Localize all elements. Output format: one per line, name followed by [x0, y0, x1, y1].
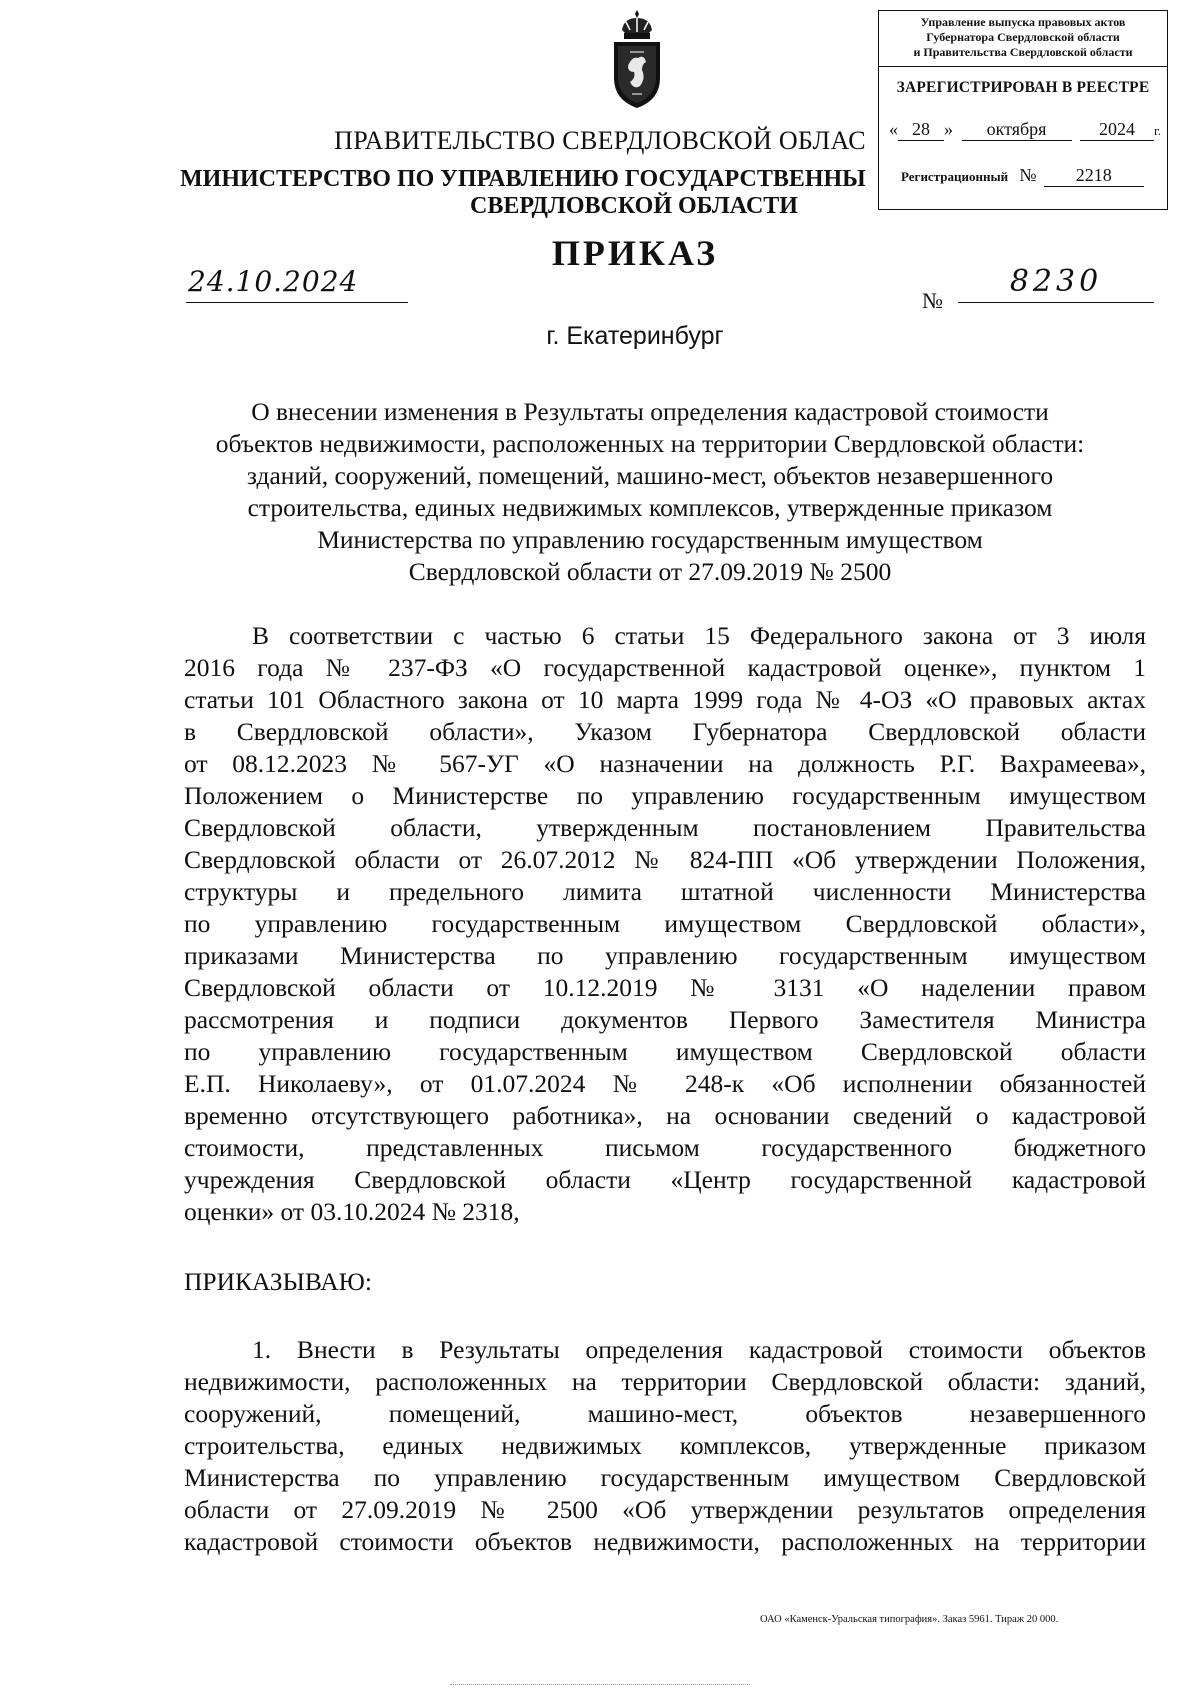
ministry-heading-line2: СВЕРДЛОВСКОЙ ОБЛАСТИ [470, 193, 798, 219]
item-1-paragraph [184, 1334, 1146, 1558]
paragraph-line: сооружений, помещений, машино-мест, объектов незавершенного [184, 1399, 1146, 1428]
basis-paragraph [184, 620, 1146, 1228]
title-line: строительства, единых недвижимых комплексов, утвержденные приказом [247, 493, 1053, 522]
stamp-header-line: и Правительства Свердловской области [913, 45, 1133, 59]
paragraph-line: Свердловской области от 10.12.2019 № 3131 «О наделении правом [184, 973, 1146, 1002]
stamp-header [879, 11, 1167, 67]
paragraph-line: 1. Внести в Результаты определения кадастровой стоимости объектов [252, 1335, 1146, 1364]
paragraph-line: недвижимости, расположенных на территории Свердловской области: зданий, [184, 1367, 1146, 1396]
order-number-handwritten: 8230 [958, 262, 1154, 303]
paragraph-line: 2016 года № 237-ФЗ «О государственной кадастровой оценке», пунктом 1 [184, 653, 1146, 682]
paragraph-line: Министерства по управлению государственным имуществом Свердловской [184, 1463, 1146, 1492]
paragraph-line: Е.П. Николаеву», от 01.07.2024 № 248-к «Об исполнении обязанностей [184, 1069, 1146, 1098]
paragraph-line: рассмотрения и подписи документов Первого Заместителя Министра [184, 1005, 1146, 1034]
scan-dots-divider [450, 1684, 750, 1689]
paragraph-line: временно отсутствующего работника», на основании сведений о кадастровой [184, 1101, 1146, 1130]
paragraph-line: Свердловской области, утвержденным постановлением Правительства [184, 813, 1146, 842]
stamp-year: 2024 [1080, 119, 1154, 141]
stamp-open-quote: « [889, 119, 898, 139]
paragraph-line: по управлению государственным имуществом Свердловской области», [184, 909, 1146, 938]
stamp-header-line: Управление выпуска правовых актов [920, 15, 1126, 29]
title-line: зданий, сооружений, помещений, машино-мест, объектов незавершенного [246, 461, 1054, 490]
city: г. Екатеринбург [546, 322, 724, 350]
paragraph-line: Положением о Министерстве по управлению государственным имуществом [184, 781, 1146, 810]
paragraph-line: по управлению государственным имуществом Свердловской области [184, 1037, 1146, 1066]
document-title [170, 396, 1130, 588]
stamp-year-suffix: г. [1154, 123, 1162, 138]
paragraph-line: в Свердловской области», Указом Губернатора Свердловской области [184, 717, 1146, 746]
stamp-reg-label: Регистрационный [901, 169, 1009, 184]
registration-stamp [878, 10, 1168, 210]
title-line: объектов недвижимости, расположенных на территории Свердловской области: [215, 429, 1085, 458]
paragraph-line: Свердловской области от 26.07.2012 № 824-ПП «Об утверждении Положения, [184, 845, 1146, 874]
paragraph-line: области от 27.09.2019 № 2500 «Об утверждении результатов определения [184, 1495, 1146, 1524]
stamp-reg-number [901, 165, 1167, 187]
stamp-registered-text: ЗАРЕГИСТРИРОВАН В РЕЕСТРЕ [896, 79, 1150, 96]
paragraph-line: структуры и предельного лимита штатной численности Министерства [184, 877, 1146, 906]
order-word: ПРИКАЗЫВАЮ: [184, 1267, 372, 1296]
paragraph-line: В соответствии с частью 6 статьи 15 Федерального закона от 3 июля [252, 621, 1146, 650]
paragraph-line: кадастровой стоимости объектов недвижимости, расположенных на территории [184, 1527, 1146, 1556]
title-line: Свердловской области от 27.09.2019 № 2500 [408, 557, 892, 586]
paragraph-line: от 08.12.2023 № 567-УГ «О назначении на должность Р.Г. Вахрамеева», [184, 749, 1146, 778]
paragraph-line: приказами Министерства по управлению государственным имуществом [184, 941, 1146, 970]
title-line: О внесении изменения в Результаты определения кадастровой стоимости [251, 397, 1049, 426]
order-date-handwritten: 24.10.2024 [186, 262, 408, 303]
stamp-reg-number-value: 2218 [1044, 165, 1144, 187]
paragraph-line: стоимости, представленных письмом государственного бюджетного [184, 1133, 1146, 1162]
coat-of-arms-icon [608, 8, 666, 112]
paragraph-line: строительства, единых недвижимых комплексов, утвержденные приказом [184, 1431, 1146, 1460]
ministry-heading-line1: МИНИСТЕРСТВО ПО УПРАВЛЕНИЮ ГОСУДАРСТВЕННЫ [180, 166, 866, 192]
document-type: ПРИКАЗ [551, 233, 719, 273]
paragraph-line: оценки» от 03.10.2024 № 2318, [184, 1197, 520, 1226]
printer-footer: ОАО «Каменск-Уральская типография». Заказ 5961. Тираж 20 000. [760, 1614, 1059, 1625]
stamp-month: октября [962, 119, 1072, 141]
paragraph-line: статьи 101 Областного закона от 10 марта 1999 года № 4-ОЗ «О правовых актах [184, 685, 1146, 714]
stamp-header-line: Губернатора Свердловской области [926, 30, 1120, 44]
government-heading: ПРАВИТЕЛЬСТВО СВЕРДЛОВСКОЙ ОБЛАС [334, 126, 866, 155]
paragraph-line: учреждения Свердловской области «Центр государственной кадастровой [184, 1165, 1146, 1194]
stamp-num-sign: № [1019, 165, 1037, 185]
order-number-label: № [922, 288, 943, 313]
stamp-day: 28 [898, 119, 944, 141]
title-line: Министерства по управлению государственным имуществом [317, 525, 983, 554]
stamp-close-quote: » [944, 119, 953, 139]
